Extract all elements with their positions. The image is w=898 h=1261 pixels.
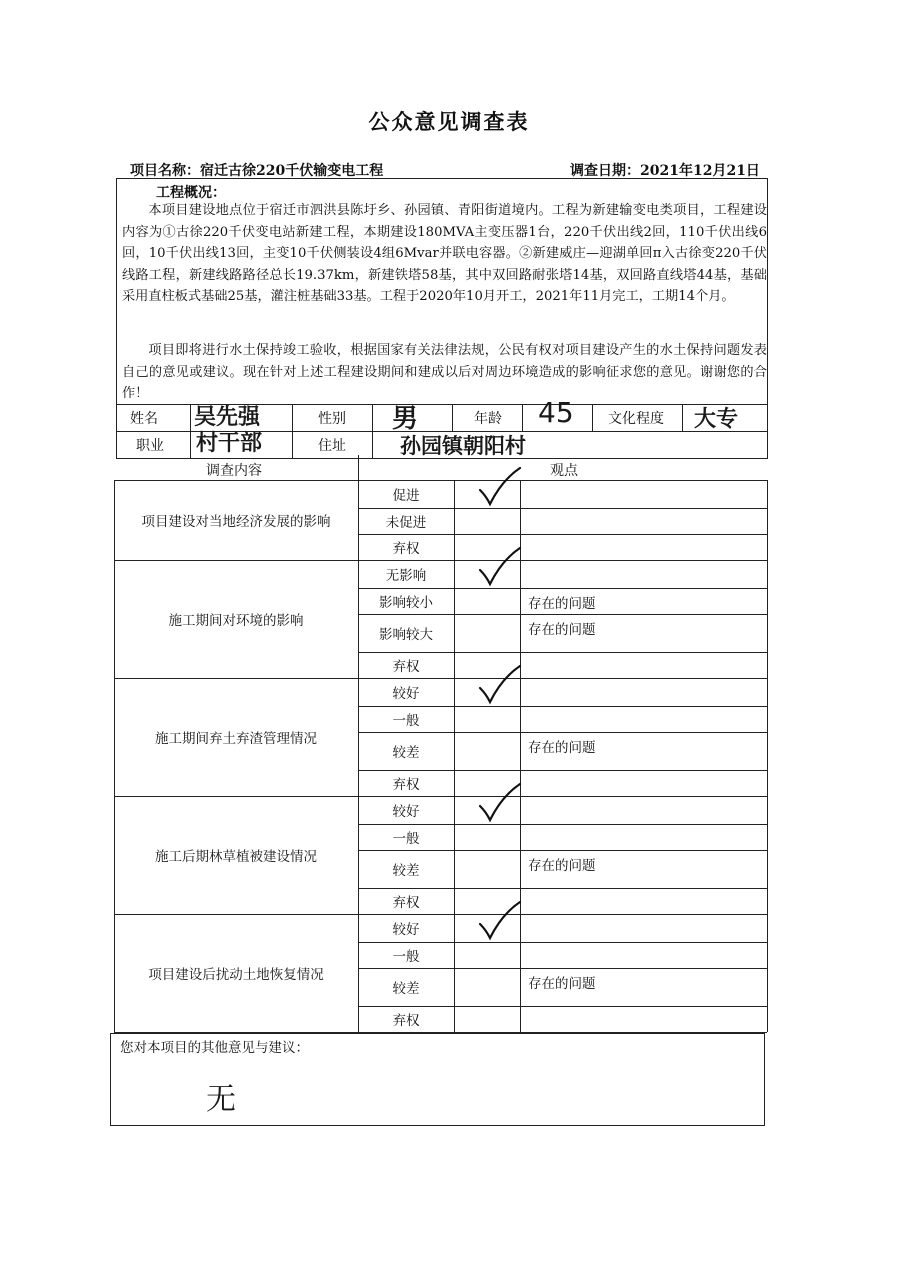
survey-option: 影响较大	[379, 627, 433, 643]
survey-option: 较好	[392, 686, 420, 702]
project-name-line	[130, 160, 383, 180]
address-value: 孙园镇朝阳村	[400, 434, 526, 458]
overview-heading: 工程概况：	[156, 185, 226, 201]
survey-checkbox[interactable]	[454, 850, 520, 888]
survey-option: 未促进	[385, 515, 427, 531]
check-mark-icon	[476, 466, 522, 506]
survey-option: 较差	[392, 981, 420, 997]
survey-option: 弃权	[392, 777, 420, 793]
name-value: 吴先强	[194, 405, 261, 430]
survey-checkbox[interactable]	[454, 508, 520, 534]
survey-option: 一般	[392, 713, 420, 729]
survey-option: 一般	[392, 949, 420, 965]
survey-checkbox[interactable]	[454, 614, 520, 652]
survey-topic: 项目建设后扰动土地恢复情况	[148, 967, 324, 983]
check-mark-icon	[476, 546, 522, 586]
problem-label: 存在的问题	[528, 976, 596, 992]
survey-option: 弃权	[392, 541, 420, 557]
problem-label: 存在的问题	[528, 858, 596, 874]
problem-label: 存在的问题	[528, 596, 596, 612]
occupation-value: 村干部	[196, 431, 263, 456]
survey-option: 弃权	[392, 1013, 420, 1029]
date-label: 调查日期：	[570, 163, 640, 179]
survey-option: 较好	[392, 804, 420, 820]
comments-label: 您对本项目的其他意见与建议：	[120, 1040, 309, 1056]
survey-checkbox[interactable]	[454, 588, 520, 614]
survey-option: 弃权	[392, 895, 420, 911]
survey-topic: 施工期间弃土弃渣管理情况	[155, 731, 317, 747]
project-name: 宿迁古徐220千伏输变电工程	[200, 163, 384, 179]
survey-checkbox[interactable]	[454, 968, 520, 1006]
overview-paragraph-2: 项目即将进行水土保持竣工验收，根据国家有关法律法规，公民有权对项目建设产生的水土保持问题发表自己的意见或建议。现在针对上述工程建设期间和建成以后对周边环境造成的影响征求您的意见。谢谢您的合作！	[122, 343, 767, 401]
gender-value: 男	[392, 404, 419, 434]
problem-label: 存在的问题	[528, 622, 596, 638]
column-header-opinion: 观点	[550, 463, 578, 479]
comments-value: 无	[206, 1082, 236, 1117]
survey-option: 较差	[392, 863, 420, 879]
education-value: 大专	[694, 407, 739, 432]
problem-label: 存在的问题	[528, 740, 596, 756]
survey-option: 影响较小	[379, 595, 433, 611]
occupation-label: 职业	[136, 438, 164, 454]
project-label: 项目名称：	[130, 163, 200, 179]
survey-option: 一般	[392, 831, 420, 847]
survey-topic: 项目建设对当地经济发展的影响	[141, 514, 331, 530]
survey-option: 促进	[392, 488, 420, 504]
survey-checkbox[interactable]	[454, 1006, 520, 1032]
gender-label: 性别	[318, 411, 346, 427]
education-label: 文化程度	[608, 411, 664, 427]
page-title: 公众意见调查表	[368, 109, 530, 134]
column-header-content: 调查内容	[206, 463, 262, 479]
check-mark-icon	[476, 782, 522, 822]
overview-paragraph-1: 本项目建设地点位于宿迁市泗洪县陈圩乡、孙园镇、青阳街道境内。工程为新建输变电类项目，工程建设内容为①古徐220千伏变电站新建工程，本期建设180MVA主变压器1台，220千伏出线2回，110千伏出线6回，10千伏出线13回，主变10千伏侧装设4组6Mvar并联电容器。②新建威庄—迎湖单回π入古徐变220千伏线路工程，新建线路路径总长19.37km，新建铁塔58基，其中双回路耐张塔14基，双回路直线塔44基，基础采用直柱板式基础25基，灌注桩基础33基。工程于2020年10月开工，2021年11月完工，工期14个月。	[122, 203, 767, 304]
survey-checkbox[interactable]	[454, 706, 520, 732]
survey-topic: 施工后期林草植被建设情况	[155, 849, 317, 865]
survey-option: 无影响	[385, 568, 427, 584]
check-mark-icon	[476, 900, 522, 940]
survey-checkbox[interactable]	[454, 824, 520, 850]
survey-date-line	[570, 160, 760, 180]
survey-topic: 施工期间对环境的影响	[168, 613, 304, 629]
survey-checkbox[interactable]	[454, 732, 520, 770]
age-value: 45	[538, 396, 574, 429]
survey-option: 较差	[392, 745, 420, 761]
address-label: 住址	[318, 438, 346, 454]
check-mark-icon	[476, 664, 522, 704]
survey-option: 较好	[392, 922, 420, 938]
age-label: 年龄	[474, 411, 502, 427]
survey-option: 弃权	[392, 659, 420, 675]
survey-checkbox[interactable]	[454, 942, 520, 968]
name-label: 姓名	[130, 411, 158, 427]
survey-date: 2021年12月21日	[640, 163, 760, 179]
